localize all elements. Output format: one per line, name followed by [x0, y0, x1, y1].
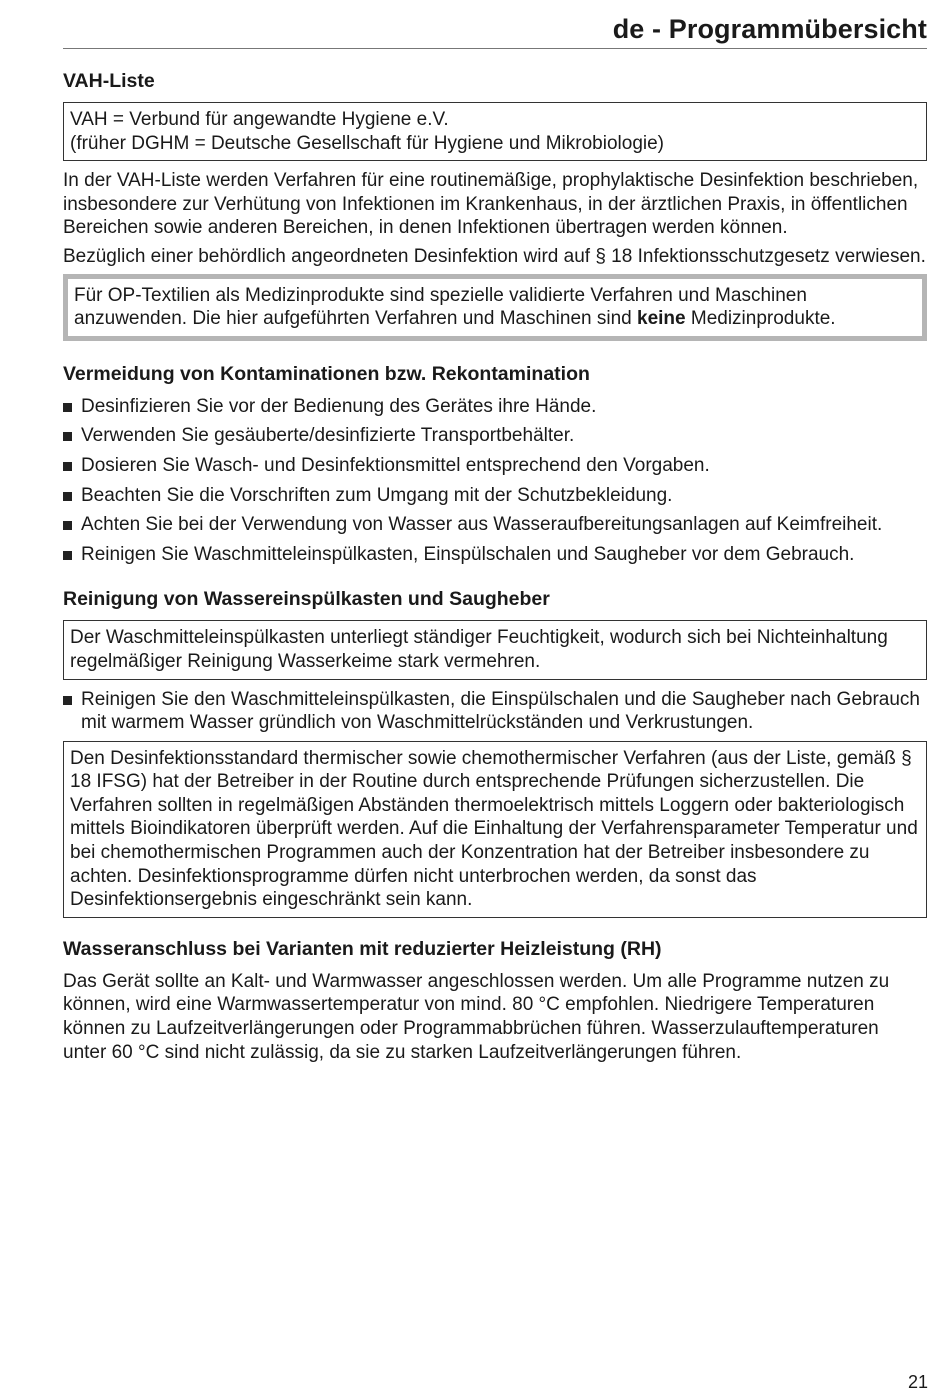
page-title: de - Programmübersicht	[612, 14, 927, 44]
bullet-square-icon	[63, 403, 72, 412]
bullet-square-icon	[63, 521, 72, 530]
contamination-heading: Vermeidung von Kontaminationen bzw. Rekontamination	[63, 362, 590, 385]
disinfection-standard-box: Den Desinfektionsstandard thermischer sowie chemothermischer Verfahren (aus der Liste, gemäß § 18 IFSG) hat der Betreiber in der Routine durch entsprechende Prüfungen sicherzustellen. Die Verfahren sollten in regelmäßigen Abständen thermoelektrisch mittels Loggern oder bakteriologisch mittels Bioindikatoren überprüft werden. Auf die Einhaltung der Verfahrensparameter Temperatur und bei chemothermischen Programmen auch der Konzentration hat der Betreiber insbesondere zu achten. Desinfektionsprogramme dürfen nicht unterbrochen werden, da sonst das Desinfektionsergebnis eingeschränkt sein kann.	[63, 741, 927, 918]
page-content	[63, 68, 927, 1069]
vah-definition-box	[63, 102, 927, 161]
notice-text-end: Medizinprodukte.	[685, 308, 836, 330]
cleaning-list	[63, 688, 927, 735]
page-number: 21	[907, 1372, 928, 1392]
bullet-square-icon	[63, 696, 72, 705]
bullet-square-icon	[63, 462, 72, 471]
water-heading: Wasseranschluss bei Varianten mit reduzierter Heizleistung (RH)	[63, 937, 662, 960]
notice-text-bold: keine	[637, 308, 686, 330]
list-item: Reinigen Sie Waschmitteleinspülkasten, Einspülschalen und Saugheber vor dem Gebrauch.	[63, 543, 927, 567]
list-item: Beachten Sie die Vorschriften zum Umgang mit der Schutzbekleidung.	[63, 484, 927, 508]
list-item: Dosieren Sie Wasch- und Desinfektionsmittel entsprechend den Vorgaben.	[63, 454, 927, 478]
vah-heading: VAH-Liste	[63, 70, 155, 92]
bullet-square-icon	[63, 551, 72, 560]
vah-paragraph-2: Bezüglich einer behördlich angeordneten Desinfektion wird auf § 18 Infektionsschutzgesetz verwiesen.	[63, 245, 926, 267]
op-textiles-notice	[63, 274, 927, 341]
vah-paragraph-1: In der VAH-Liste werden Verfahren für eine routinemäßige, prophylaktische Desinfektion beschrieben, insbesondere zur Verhütung von Infektionen im Krankenhaus, in der ärztlichen Praxis, in öffentlichen Bereichen sowie anderen Bereichen, in denen Infektionen übertragen werden können.	[63, 170, 919, 239]
water-paragraph: Das Gerät sollte an Kalt- und Warmwasser angeschlossen werden. Um alle Programme nutzen zu können, wird eine Warmwassertemperatur von mind. 80 °C empfohlen. Niedrigere Temperaturen können zu Laufzeitverlängerungen oder Programmabbrüchen führen. Wasserzulauftemperaturen unter 60 °C sind nicht zulässig, da sie zu starken Laufzeitverlängerungen führen.	[63, 970, 890, 1063]
list-item: Desinfizieren Sie vor der Bedienung des Gerätes ihre Hände.	[63, 395, 927, 419]
vah-definition-line1: VAH = Verbund für angewandte Hygiene e.V.	[70, 109, 449, 130]
cleaning-warning-box: Der Waschmitteleinspülkasten unterliegt ständiger Feuchtigkeit, wodurch sich bei Nichteinhaltung regelmäßiger Reinigung Wasserkeime stark vermehren.	[63, 620, 927, 679]
cleaning-heading: Reinigung von Wassereinspülkasten und Saugheber	[63, 588, 550, 611]
notice-text-start: Für OP-Textilien als Medizinprodukte sind spezielle validierte Verfahren und Maschinen anzuwenden. Die hier aufgeführten Verfahren und Maschinen sind	[74, 284, 807, 330]
bullet-square-icon	[63, 492, 72, 501]
list-item: Verwenden Sie gesäuberte/desinfizierte Transportbehälter.	[63, 424, 927, 448]
contamination-list	[63, 395, 927, 567]
vah-definition-line2: (früher DGHM = Deutsche Gesellschaft für Hygiene und Mikrobiologie)	[70, 132, 665, 154]
page-header	[63, 14, 927, 49]
list-item: Reinigen Sie den Waschmitteleinspülkasten, die Einspülschalen und die Saugheber nach Gebrauch mit warmem Wasser gründlich von Waschmittelrückständen und Verkrustungen.	[63, 688, 927, 735]
list-item: Achten Sie bei der Verwendung von Wasser aus Wasseraufbereitungsanlagen auf Keimfreiheit.	[63, 513, 927, 537]
bullet-square-icon	[63, 432, 72, 441]
